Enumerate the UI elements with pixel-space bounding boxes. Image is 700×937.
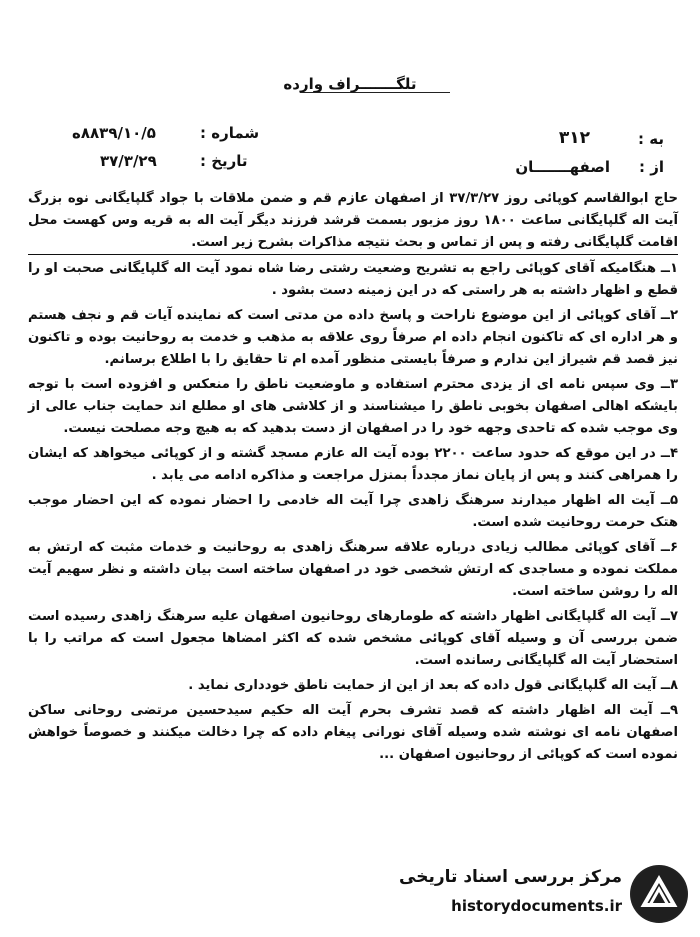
paragraph-7: ۷ــ آیت اله گلپایگانی اظهار داشته که طومارهای روحانیون اصفهان علیه سرهنگ زاهدی رسیده است ضمن بررسی آن و وسیله آقای کوپائی مشخص شده که اکثر امضاها مجعول است که مراتب را با استحضار آیت اله گلپایگانی رسانده است.: [28, 609, 678, 668]
from-label: از :: [639, 158, 664, 176]
archive-watermark: [399, 859, 692, 929]
number-label: شماره :: [200, 124, 260, 142]
paragraph-8: ۸ــ آیت اله گلپایگانی قول داده که بعد از این از حمایت ناطق خودداری نماید .: [188, 678, 678, 693]
document-body: [28, 188, 678, 769]
number-value: ۸۸۳۹/۱۰/۵ه: [72, 124, 156, 142]
paragraph-3: ۳ــ وی سپس نامه ای از یزدی محترم استفاده و ماوضعیت ناطق را منعکس و افزوده است با توجه بایشکه اهالی اصفهان بخوبی ناطق را میشناسند و از کلاشی های او مطلع اند حمایت جناب عالی از وی موجب شده که تاحدی وجهه خود را در اصفهان از دست بدهید که به هیچ وجه مصلحت نیست.: [28, 377, 678, 436]
date-value: ۳۷/۳/۲۹: [100, 152, 157, 170]
paragraph-4: ۴ــ در این موقع که حدود ساعت ۲۲۰۰ بوده آیت اله عازم مسجد گشته و از کوپائی میخواهد که ایشان را همراهی کنند و پس از پایان نماز مجدداً بمنزل مراجعت و مذاکره ادامه می یابد .: [28, 446, 678, 483]
paragraph-5: ۵ــ آیت اله اظهار میدارند سرهنگ زاهدی چرا آیت اله خادمی را احضار نموده که این احضار موجب هتک حرمت روحانیت شده است.: [28, 493, 678, 530]
archive-org-name: مرکز بررسی اسناد تاریخی: [399, 867, 622, 887]
title-underline: [300, 92, 450, 93]
date-label: تاریخ :: [200, 152, 248, 170]
to-value: ۳۱۲: [558, 128, 590, 148]
archive-url[interactable]: historydocuments.ir: [451, 897, 622, 915]
document-title: تلگـــــــراف وارده: [283, 75, 417, 93]
paragraph-2: ۲ــ آقای کوپائی از این موضوع ناراحت و پاسخ داده من مدتی است که نماینده آیات قم و نجف هستم و هر اداره ای که تاکنون انجام داده ام صرفاً روی علاقه به مذهب و خدمت به روحانیت بوده و تاکنون نیز قصد قم شیراز این ندارم و صرفاً بایستی منظور آمده ام تا حقایق را با اطلاع برسانم.: [28, 308, 678, 367]
from-value: اصفهـــــــان: [515, 158, 610, 176]
to-label: به :: [638, 130, 664, 148]
paragraph-1: ۱ــ هنگامیکه آقای کوپائی راجع به تشریح وضعیت رشتی رضا شاه نمود آیت اله گلپایگانی صحبت او را قطع و اظهار داشته به هر راستی که در این زمینه دست بشود .: [28, 261, 678, 298]
paragraph-6: ۶ــ آقای کوپائی مطالب زیادی درباره علاقه سرهنگ زاهدی به روحانیت و خدمات مثبت که ارتش به مملکت نموده و مساجدی که ارتش شخصی خود در اصفهان ساخته است بیان داشته و نظر سهیم آیت اله را روشن ساخته است.: [28, 540, 678, 599]
paragraph-intro: حاج ابوالقاسم کوپائی روز ۳۷/۳/۲۷ از اصفهان عازم قم و ضمن ملاقات با جواد گلپایگانی نوه بزرگ آیت اله گلپایگانی ساعت ۱۸۰۰ روز مزبور بسمت قرشد فرزند دیگر آیت اله به قریه وس کهست محل اقامت گلپایگانی رفته و پس از تماس و بحث نتیجه مذاکرات بشرح زیر است.: [28, 188, 678, 255]
paragraph-9: ۹ــ آیت اله اظهار داشته که قصد تشرف بحرم آیت اله حکیم سیدحسین مرتضی روحانی ساکن اصفهان نامه ای نوشته شده وسیله آقای نورانی پیغام داده که چرا دخالت میکنند و خصوصاً خواهش نموده است که کوپائی از روحانیون اصفهان ...: [28, 703, 678, 762]
archive-logo-icon: [630, 865, 688, 923]
